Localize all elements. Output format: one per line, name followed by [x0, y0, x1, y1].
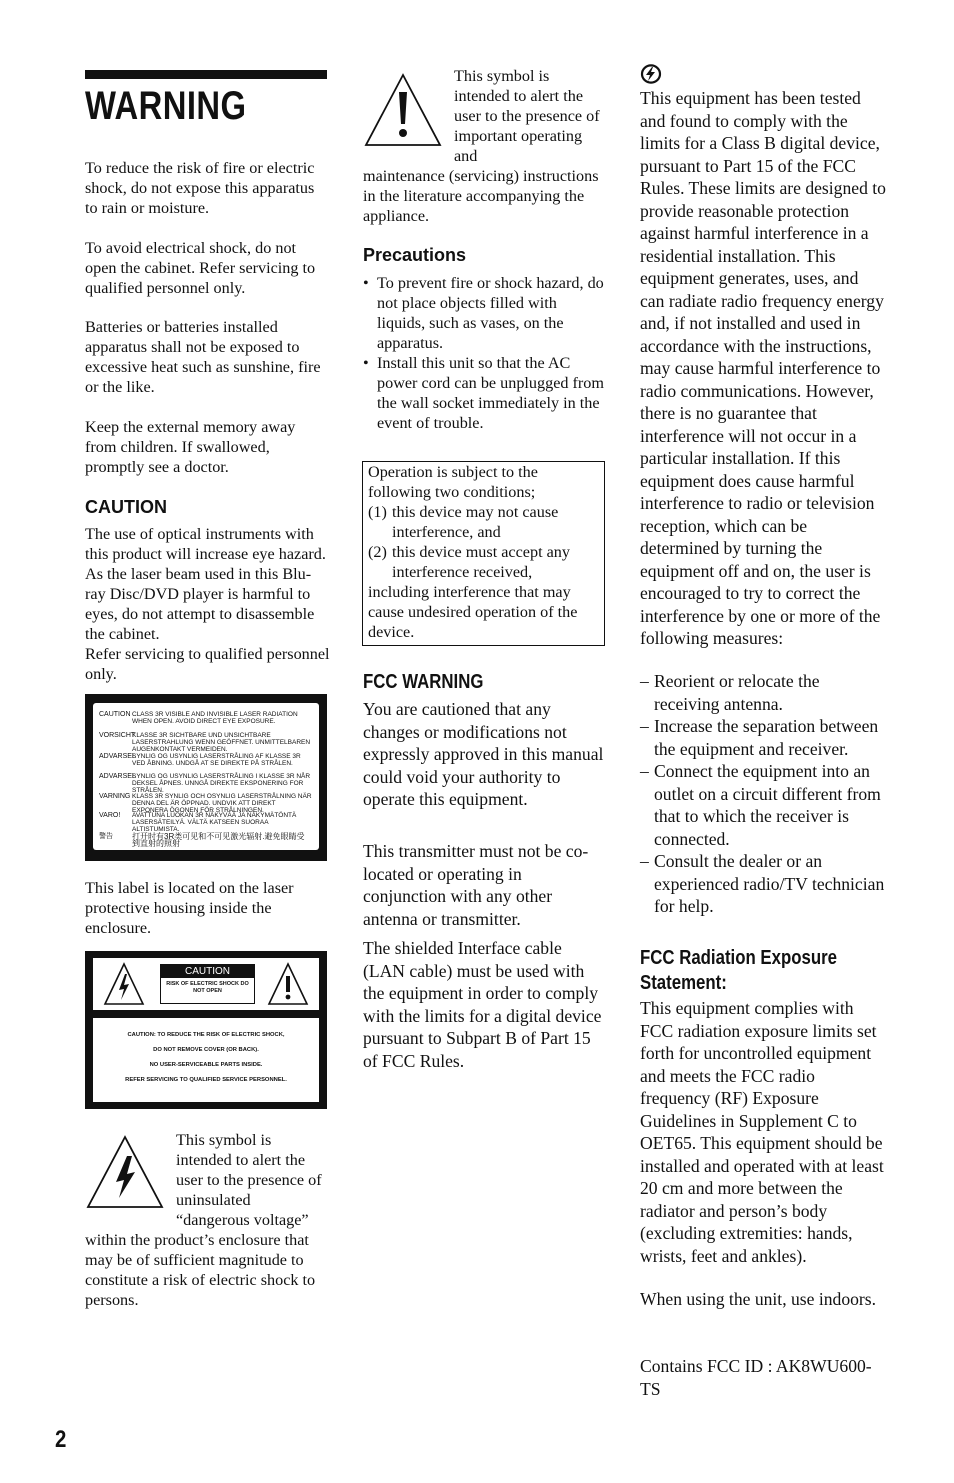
- warning-paragraph-shock: To avoid electrical shock, do not open the cabinet. Refer servicing to qualified personnel only.: [85, 239, 316, 297]
- operation-conditions-box: [362, 461, 605, 646]
- laser-label-row: 警告 打开时有3R类可见和不可见激光辐射.避免眼睛受到直射的照射: [99, 832, 305, 848]
- fcc-id-text: Contains FCC ID : AK8WU600-TS: [640, 1356, 872, 1399]
- list-item: – Consult the dealer or an experienced radio/TV technician for help.: [640, 850, 886, 918]
- lightning-warning-icon: [103, 962, 145, 1006]
- note-icon: [640, 64, 662, 84]
- warning-paragraph-fire: To reduce the risk of fire or electric shock, do not expose this apparatus to rain or moisture.: [85, 159, 315, 217]
- indoor-use-text: When using the unit, use indoors.: [640, 1289, 877, 1309]
- exclaim-symbol-text-a: This symbol is intended to alert the user to the presence of important operating and: [454, 67, 600, 165]
- caution-heading: CAUTION: [85, 497, 167, 517]
- label-location-text: This label is located on the laser protective housing inside the enclosure.: [85, 879, 294, 937]
- caution-text-refer: Refer servicing to qualified personnel only.: [85, 645, 330, 683]
- title-rule: [85, 70, 327, 79]
- fcc-warning-heading: FCC WARNING: [363, 671, 484, 693]
- precautions-heading: Precautions: [363, 245, 467, 265]
- list-item: • Install this unit so that the AC power cord can be unplugged from the wall socket immediately in the event of trouble.: [363, 353, 608, 433]
- shock-label-line: REFER SERVICING TO QUALIFIED SERVICE PERSONNEL.: [125, 1077, 287, 1083]
- laser-label-row: VARNING KLASS 3R SYNLIG OCH OSYNLIG LASERSTRÅLNING NÄR DENNA DEL ÄR ÖPPNAD. UNDVIK ATT DIREKT EXPONERA ÖGONEN FÖR STRÅLNINGEN.: [99, 793, 312, 814]
- page-number: 2: [55, 1426, 67, 1453]
- shock-label-line: NO USER-SERVICEABLE PARTS INSIDE.: [149, 1062, 263, 1068]
- dangerous-voltage-icon: [85, 1134, 165, 1210]
- shock-label-top: [93, 958, 319, 1010]
- caution-box: [160, 964, 255, 1004]
- warning-paragraph-batteries: Batteries or batteries installed apparatus shall not be exposed to excessive heat such as sunshine, fire or the like.: [85, 318, 321, 396]
- shock-label-line: CAUTION: TO REDUCE THE RISK OF ELECTRIC SHOCK,: [127, 1032, 285, 1038]
- list-item: (2) this device must accept any interference received,: [368, 543, 570, 581]
- laser-label-row: ADVARSELSYNLIG OG USYNLIG LASERSTRÅLING I KLASSE 3R NÅR DEKSEL ÅPNES. UNNGÅ DIREKTE EKSPONERING FOR STRÅLEN.: [99, 773, 311, 794]
- shock-label-bottom: [93, 1018, 319, 1102]
- laser-label-row: CAUTION CLASS 3R VISIBLE AND INVISIBLE LASER RADIATION WHEN OPEN. AVOID DIRECT EYE EXPOSURE.: [99, 711, 298, 725]
- page-title: WARNING: [85, 84, 247, 128]
- list-item: • To prevent fire or shock hazard, do not place objects filled with liquids, such as vases, on the apparatus.: [363, 273, 608, 353]
- shock-caution-label: [85, 951, 327, 1109]
- fcc-warning-paragraph-3: The shielded Interface cable (LAN cable) must be used with the equipment in order to comply with the limits for a digital device pursuant to Subpart B of Part 15 of FCC Rules.: [363, 938, 602, 1071]
- box-outro: including interference that may cause undesired operation of the device.: [368, 583, 578, 641]
- box-intro: Operation is subject to the following two conditions;: [368, 463, 538, 501]
- fcc-warning-paragraph-2: This transmitter must not be co-located or operating in conjunction with any other antenna or transmitter.: [363, 841, 589, 929]
- shock-label-line: DO NOT REMOVE COVER (OR BACK).: [153, 1047, 259, 1053]
- warning-paragraph-memory: Keep the external memory away from children. If swallowed, promptly see a doctor.: [85, 418, 296, 476]
- laser-label-row: VARO! AVATTUNA LUOKAN 3R NÄKYVÄÄ JA NÄKYMÄTÖNTÄ LASERSÄTEILYÄ. VÄLTÄ KATSEEN SUORAA ALTISTUMISTA.: [99, 812, 297, 833]
- laser-label-row: ADVARSELSYNLIG OG USYNLIG LASERSTRÅLING AF KLASSE 3R VED ÅBNING. UNDGÅ AT SE DIREKTE PÅ STRÅLEN.: [99, 753, 301, 767]
- fcc-warning-paragraph-1: You are cautioned that any changes or modifications not expressly approved in this manual could void your authority to operate this equipment.: [363, 699, 604, 809]
- laser-label-row: VORSICHTKLASSE 3R SICHTBARE UND UNSICHTBARE LASERSTRAHLUNG WENN GEÖFFNET. UNMITTELBAREN AUGENKONTAKT VERMEIDEN.: [99, 732, 311, 753]
- caution-text: The use of optical instruments with this product will increase eye hazard. As the laser beam used in this Blu-ray Disc/DVD player is harmful to eyes, do not attempt to disassemble the cabinet.: [85, 525, 326, 643]
- voltage-symbol-text-a: This symbol is intended to alert the user to the presence of uninsulated “dangerous voltage”: [176, 1131, 322, 1229]
- important-instructions-icon: [363, 72, 443, 148]
- voltage-symbol-text-b: within the product’s enclosure that may be of sufficient magnitude to constitute a risk of electric shock to persons.: [85, 1231, 316, 1309]
- caution-paragraph: [85, 524, 330, 684]
- list-item: (1) this device may not cause interference, and: [368, 503, 559, 541]
- laser-label-panel: [93, 703, 319, 850]
- list-item: – Increase the separation between the equipment and receiver.: [640, 715, 886, 760]
- list-item: – Reorient or relocate the receiving antenna.: [640, 670, 886, 715]
- caution-box-text: RISK OF ELECTRIC SHOCK DO NOT OPEN: [166, 981, 249, 994]
- radiation-heading-line1: FCC Radiation Exposure: [640, 947, 837, 969]
- caution-box-title: CAUTION: [161, 965, 254, 978]
- radiation-heading-line2: Statement:: [640, 972, 727, 994]
- laser-warning-label: [85, 694, 327, 861]
- exclaim-symbol-text-b: maintenance (servicing) instructions in the literature accompanying the appliance.: [363, 167, 599, 225]
- interference-measures-list: [640, 670, 886, 918]
- list-item: – Connect the equipment into an outlet on a circuit different from that to which the receiver is connected.: [640, 760, 886, 850]
- precautions-list: [363, 273, 608, 433]
- radiation-paragraph: This equipment complies with FCC radiation exposure limits set forth for uncontrolled equipment and meets the FCC radio frequency (RF) Exposure Guidelines in Supplement C to OET65. This equipment should be installed and operated with at least 20 cm and more between the radiator and person’s body (excluding extremities: hands, wrists, feet and ankles).: [640, 998, 884, 1266]
- exclamation-warning-icon: [267, 962, 309, 1006]
- fcc-compliance-paragraph: This equipment has been tested and found to comply with the limits for a Class B digital device, pursuant to Part 15 of the FCC Rules. These limits are designed to provide reasonable protection against harmful interference in a residential installation. This equipment generates, uses, and can radiate radio frequency energy and, if not installed and used in accordance with the instructions, may cause harmful interference to radio communications. However, there is no guarantee that interference will not occur in a particular installation. If this equipment does cause harmful interference to radio or television reception, which can be determined by turning the equipment off and on, the user is encouraged to try to correct the interference by one or more of the following measures:: [640, 88, 886, 648]
